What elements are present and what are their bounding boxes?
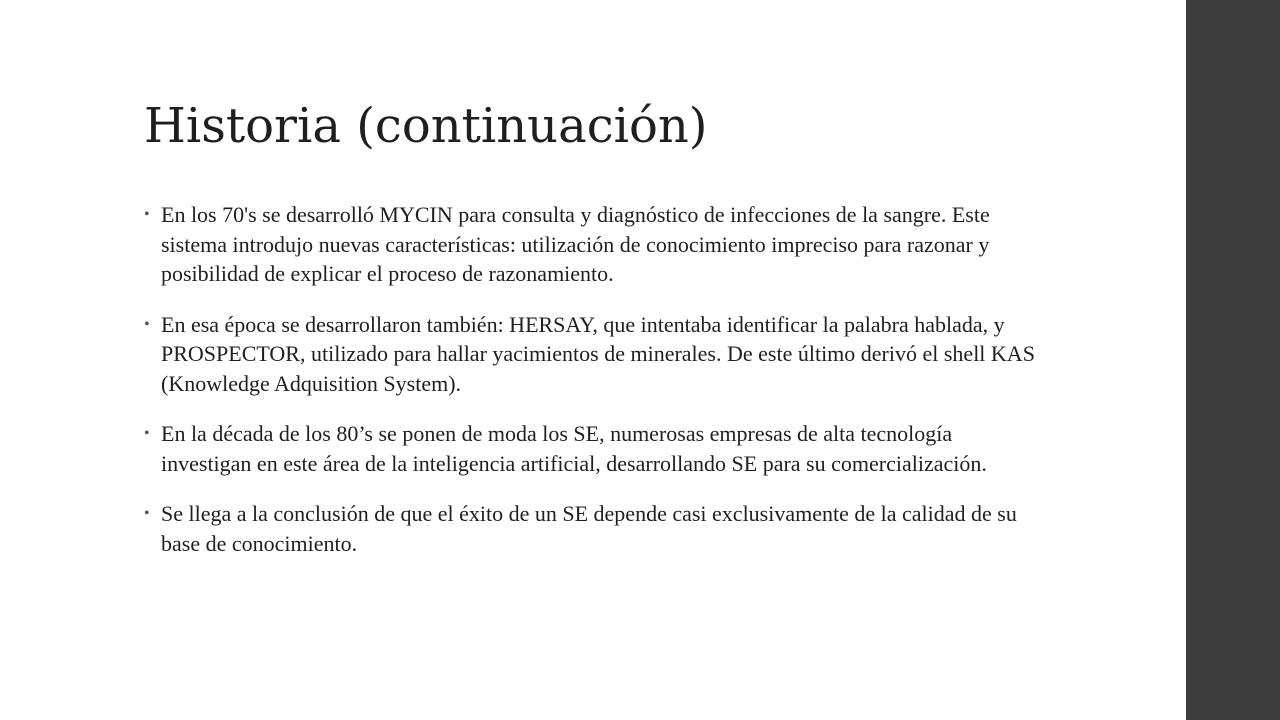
side-color-band — [1186, 0, 1280, 720]
bullet-text: En los 70's se desarrolló MYCIN para consulta y diagnóstico de infecciones de la sangre. Este sistema introdujo nuevas características: utilización de conocimiento impreciso para razonar y posibilidad de explicar el proceso de razonamiento. — [161, 202, 990, 286]
slide-title: Historia (continuación) — [144, 98, 708, 154]
bullet-text: En esa época se desarrollaron también: HERSAY, que intentaba identificar la palabra hablada, y PROSPECTOR, utilizado para hallar yacimientos de minerales. De este último derivó el shell KAS (Knowledge Adquisition System). — [161, 311, 1035, 396]
bullet-item-2 — [144, 310, 1044, 399]
bullet-item-4 — [144, 499, 1044, 558]
bullet-dot-icon: • — [144, 425, 150, 442]
bullet-text: Se llega a la conclusión de que el éxito de un SE depende casi exclusivamente de la calidad de su base de conocimiento. — [161, 501, 1017, 556]
bullet-dot-icon: • — [144, 315, 150, 333]
bullet-dot-icon: • — [144, 505, 150, 522]
bullet-dot-icon: • — [144, 206, 150, 223]
bullet-list — [144, 200, 1044, 579]
bullet-item-3 — [144, 419, 1044, 478]
bullet-text: En la década de los 80’s se ponen de moda los SE, numerosas empresas de alta tecnología investigan en este área de la inteligencia artificial, desarrollando SE para su comercialización. — [161, 421, 987, 476]
bullet-item-1 — [144, 200, 1044, 289]
